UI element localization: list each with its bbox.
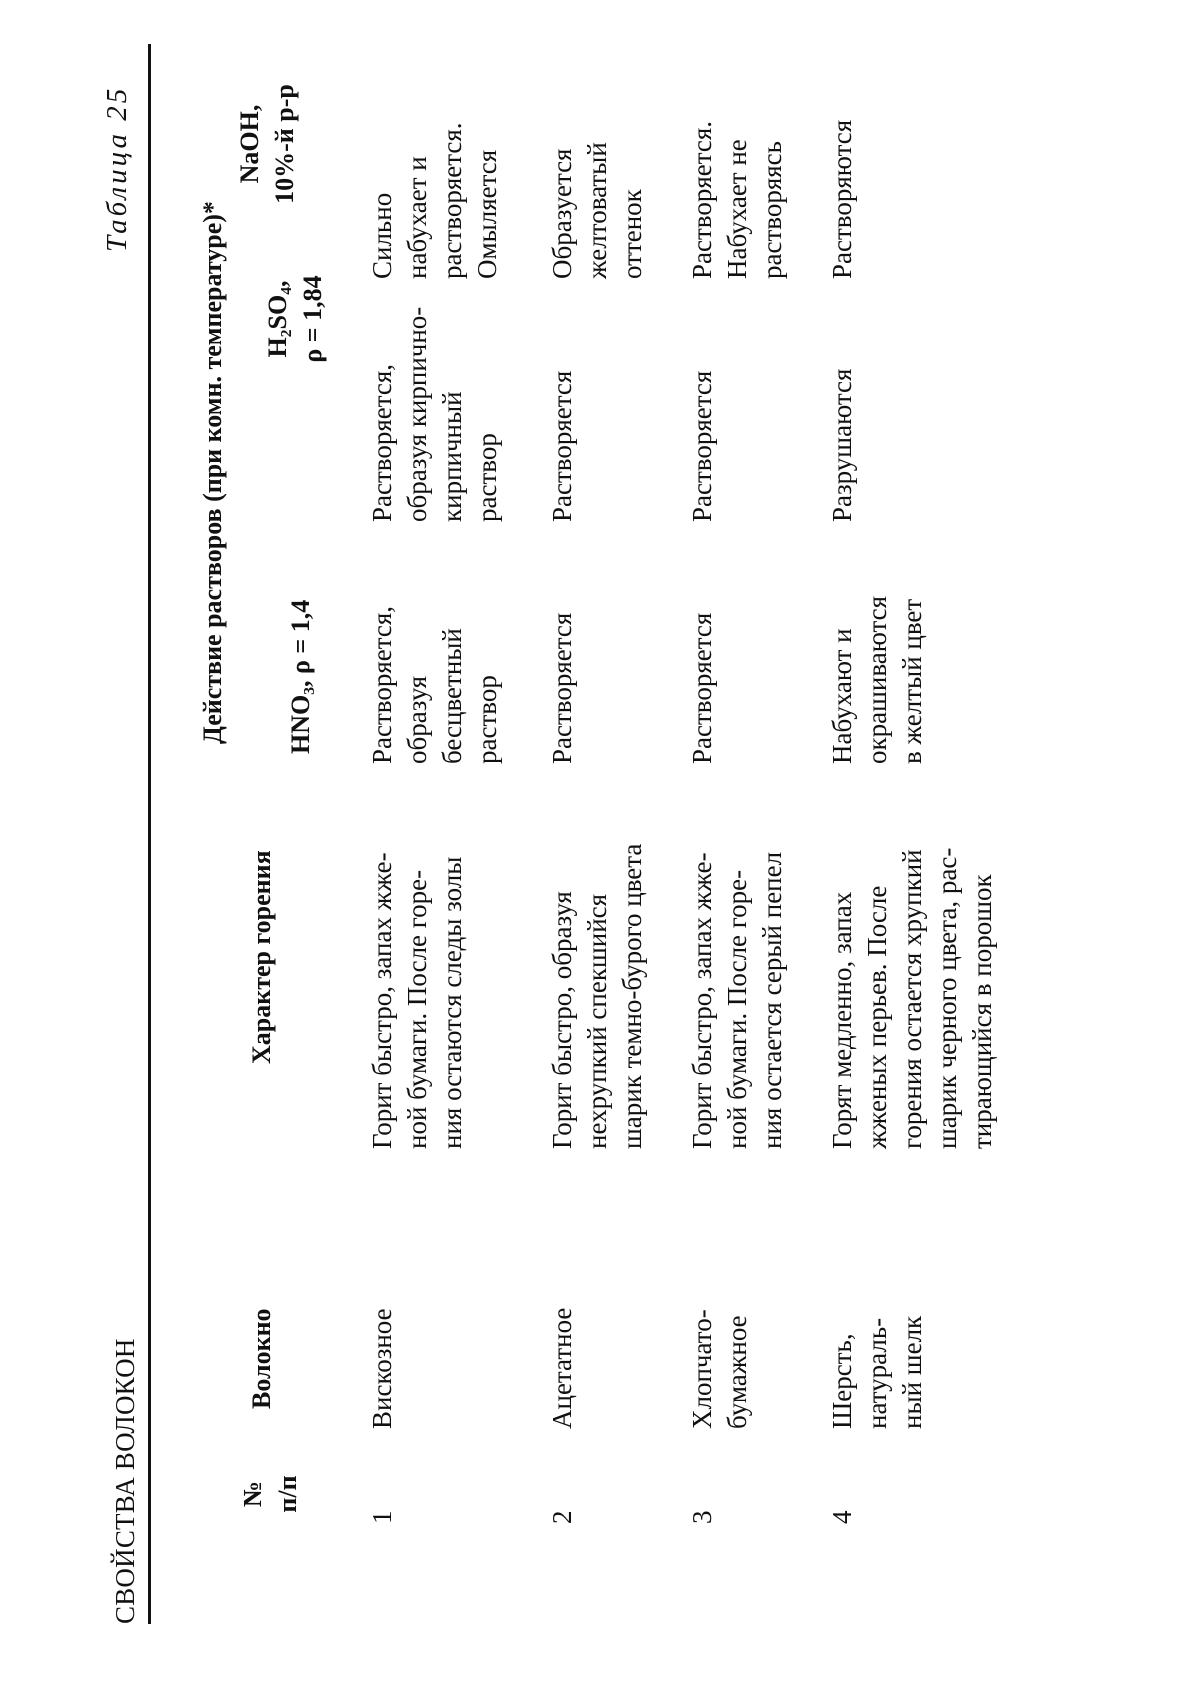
header-hno3: HNO₃, ρ = 1,4 xyxy=(286,599,315,754)
header-naoh: NaOH, 10%-й р-р xyxy=(235,84,299,204)
row-3-fiber: Хлопчато- бумажное xyxy=(687,1309,752,1429)
row-1-fiber: Вискозное xyxy=(367,1308,397,1429)
top-rule xyxy=(148,44,151,1624)
row-2-hno3: Растворяется xyxy=(547,612,577,764)
row-3-hno3: Растворяется xyxy=(687,612,717,764)
row-2-fiber: Ацетатное xyxy=(547,1307,577,1429)
row-1-hno3: Растворяется, образуя бесцветный раствор xyxy=(367,605,502,764)
row-2-h2so4: Растворяется xyxy=(547,370,577,522)
row-1-h2so4: Растворяется, образуя кирпично- кирпичный раствор xyxy=(367,306,502,522)
row-2-naoh: Образуется желтоватый оттенок xyxy=(547,142,647,279)
row-4-naoh: Растворяются xyxy=(827,119,857,279)
row-2-num: 2 xyxy=(547,1510,577,1524)
header-fiber: Волокно xyxy=(247,1308,276,1409)
row-4-fiber: Шерсть, натураль- ный шелк xyxy=(827,1315,927,1429)
row-3-h2so4: Растворяется xyxy=(687,370,717,522)
table-number: Таблица 25 xyxy=(101,85,133,252)
row-1-naoh: Сильно набухает и растворяется. Омыляется xyxy=(367,122,502,279)
row-2-burning: Горит быстро, образуя нехрупкий спекшийся шарик темно-бурого цвета xyxy=(547,843,647,1149)
row-4-burning: Горят медленно, запах жженых перьев. После горения остается хрупкий шарик черного цвета, рас- тирающийся в порошок xyxy=(827,847,997,1149)
header-solutions-group: Действие растворов (при комн. температуре)* xyxy=(198,201,227,744)
row-3-num: 3 xyxy=(687,1510,717,1524)
page-title: СВОЙСТВА ВОЛОКОН xyxy=(110,1338,140,1624)
row-4-h2so4: Разрушаются xyxy=(827,368,857,522)
row-3-burning: Горит быстро, запах жже- ной бумаги. После горе- ния остается серый пепел xyxy=(687,851,787,1149)
header-num: № п/п xyxy=(238,1475,302,1513)
row-1-burning: Горит быстро, запах жже- ной бумаги. После горе- ния остаются следы золы xyxy=(367,852,467,1149)
row-3-naoh: Растворяется. Набухает не растворяясь xyxy=(687,120,787,279)
row-4-num: 4 xyxy=(827,1510,857,1524)
row-1-num: 1 xyxy=(367,1510,397,1524)
header-h2so4: H₂SO₄, ρ = 1,84 xyxy=(263,275,327,363)
header-burning: Характер горения xyxy=(247,850,276,1064)
row-4-hno3: Набухают и окрашиваются в желтый цвет xyxy=(827,595,927,764)
